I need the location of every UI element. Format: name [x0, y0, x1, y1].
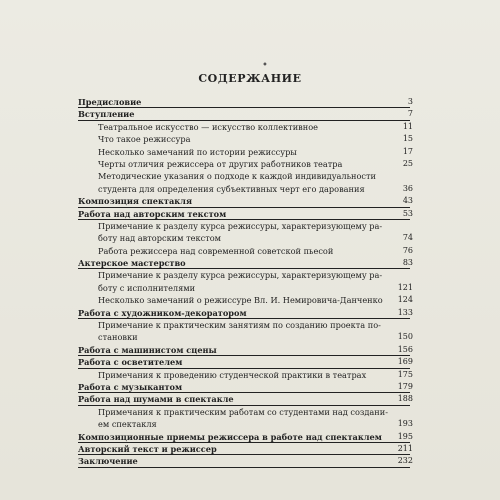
toc-entry: [78, 170, 410, 182]
toc-entry-page: 76: [402, 245, 413, 255]
toc-entry: [78, 108, 413, 120]
toc-entry: [78, 146, 413, 158]
toc-entry-page: 211: [397, 443, 413, 453]
toc-entry-title: Композиция спектакля: [78, 196, 193, 207]
toc-entry-title: боту над авторским текстом: [98, 233, 222, 244]
toc-entry-title: Заключение: [78, 456, 138, 467]
toc-entry: [78, 393, 413, 405]
toc-entry: [78, 269, 410, 281]
toc-entry-title: Несколько замечаний по истории режиссуры: [98, 146, 297, 157]
toc-entry: [78, 282, 413, 294]
table-of-contents: [78, 96, 413, 468]
toc-entry-title: Примечания к практическим работам со студентами над создани-: [98, 406, 388, 417]
toc-entry-page: 17: [402, 146, 413, 156]
toc-entry: [78, 307, 413, 319]
toc-entry-title: Примечание к разделу курса режиссуры, характеризующему ра-: [98, 270, 383, 281]
toc-entry-title: Примечание к разделу курса режиссуры, характеризующему ра-: [98, 220, 383, 231]
toc-entry-title: Работа над авторским текстом: [78, 208, 227, 219]
toc-entry-page: 36: [402, 183, 413, 193]
toc-entry: [78, 121, 413, 133]
toc-entry-page: 83: [402, 258, 413, 268]
toc-entry-title: ем спектакля: [98, 419, 157, 430]
toc-entry: [78, 183, 413, 195]
toc-entry: [78, 257, 413, 269]
toc-entry-page: 169: [397, 357, 413, 367]
toc-entry-page: 25: [402, 158, 413, 168]
toc-entry-title: Театральное искусство — искусство коллективное: [98, 121, 318, 132]
page-title: СОДЕРЖАНИЕ: [198, 72, 302, 85]
toc-entry-title: Предисловие: [78, 97, 142, 107]
toc-entry-title: Работа с машинистом сцены: [78, 344, 217, 355]
toc-entry-title: Несколько замечаний о режиссуре Вл. И. Немировича-Данченко: [98, 295, 383, 306]
toc-entry-title: Черты отличия режиссера от других работников театра: [98, 158, 343, 169]
toc-entry-page: 195: [397, 431, 413, 441]
toc-entry-page: 179: [397, 381, 413, 391]
toc-entry: [78, 418, 413, 430]
toc-entry: [78, 96, 413, 108]
toc-entry-page: 53: [402, 208, 413, 218]
toc-entry-page: 124: [397, 295, 413, 305]
toc-entry-page: 121: [397, 282, 413, 292]
section-rule: [78, 467, 410, 468]
toc-entry: [78, 369, 413, 381]
toc-entry-title: Композиционные приемы режиссера в работе над спектаклем: [78, 431, 382, 442]
toc-entry: [78, 208, 413, 220]
toc-entry-title: Работа с осветителем: [78, 357, 183, 368]
toc-entry-title: Авторский текст и режиссер: [78, 443, 217, 454]
toc-entry-page: 232: [397, 456, 413, 466]
toc-entry-page: 175: [397, 369, 413, 379]
toc-entry: [78, 195, 413, 207]
toc-entry: [78, 245, 413, 257]
toc-entry: [78, 381, 413, 393]
toc-entry-title: Работа режиссера над современной советской пьесой: [98, 245, 334, 256]
toc-entry: [78, 443, 413, 455]
toc-entry-page: 11: [402, 121, 413, 131]
toc-entry-page: 150: [397, 332, 413, 342]
toc-entry-title: боту с исполнителями: [98, 282, 196, 293]
toc-entry: [78, 431, 413, 443]
toc-entry-page: 193: [397, 419, 413, 429]
toc-entry-page: 133: [397, 307, 413, 317]
toc-entry: [78, 133, 413, 145]
toc-entry: [78, 455, 413, 467]
toc-entry: [78, 319, 410, 331]
toc-entry: [78, 232, 413, 244]
toc-entry-page: 156: [397, 344, 413, 354]
toc-entry-page: 188: [397, 394, 413, 404]
toc-entry: [78, 220, 410, 232]
toc-entry: [78, 406, 410, 418]
toc-entry-title: Актерское мастерство: [78, 258, 186, 269]
toc-entry-page: 3: [407, 97, 413, 106]
toc-entry-title: Методические указания о подходе к каждой индивидуальности: [98, 171, 377, 182]
toc-entry-title: студента для определения субъективных черт его дарования: [98, 183, 365, 194]
toc-entry-title: Что такое режиссура: [98, 134, 191, 145]
toc-entry-page: 15: [402, 134, 413, 144]
toc-entry-title: Работа с музыкантом: [78, 381, 183, 392]
toc-entry: [78, 158, 413, 170]
toc-entry-title: Работа с художником-декоратором: [78, 307, 247, 318]
toc-entry-page: 74: [402, 233, 413, 243]
toc-entry: [78, 331, 413, 343]
toc-entry: [78, 356, 413, 368]
toc-entry-title: Примечания к проведению студенческой практики в театрах: [98, 369, 367, 380]
page-dot: •: [262, 60, 268, 71]
toc-entry: [78, 344, 413, 356]
toc-entry-title: Примечание к практическим занятиям по созданию проекта по-: [98, 320, 381, 331]
toc-entry-title: Работа над шумами в спектакле: [78, 394, 234, 405]
toc-entry-title: становки: [98, 332, 138, 343]
toc-entry-page: 7: [407, 109, 413, 119]
toc-entry-title: Вступление: [78, 109, 135, 120]
toc-entry: [78, 294, 413, 306]
toc-entry-page: 43: [402, 196, 413, 206]
